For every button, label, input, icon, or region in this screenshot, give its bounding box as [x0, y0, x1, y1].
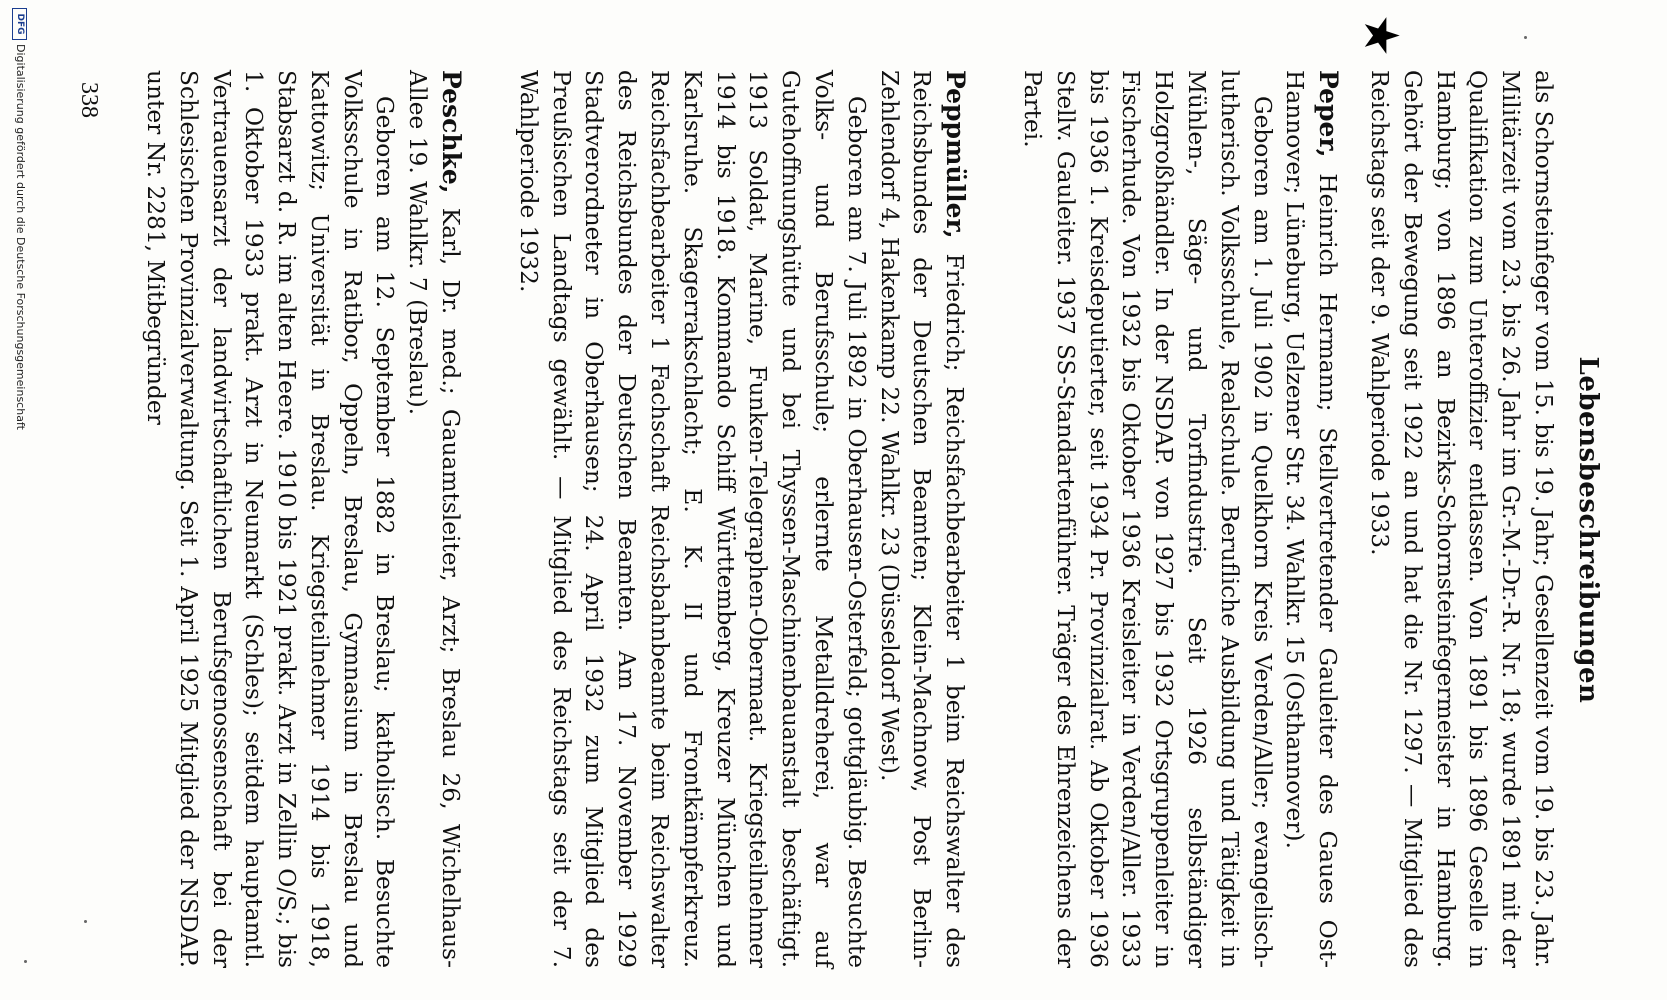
entry-heading — [1278, 70, 1345, 968]
dfg-logo-icon: DFG — [12, 8, 27, 40]
entry-name: Peschke, — [437, 70, 467, 194]
entry-heading — [401, 70, 468, 968]
biography-entry-peschke — [138, 70, 467, 968]
entry-text: Geboren am 1. Juli 1902 in Quelkhorn Kreis Verden/Aller; evangelisch-lutherisch. Volksschule, Realschule. Berufliche Ausbildung und Tätigkeit in Mühlen-, Säge- und Torfindustrie. Seit 1926 selbständiger Holzgroßhändler. In der NSDAP. von 1927 bis 1932 Ortsgruppenleiter in Fischerhude. Von 1932 bis Oktober 1936 Kreisleiter in Verden/Aller. 1933 bis 1936 1. Kreisdeputierter, seit 1934 Pr. Provinzialrat. Ab Oktober 1936 Stellv. Gauleiter. 1937 SS-Standartenführer. Träger des Ehrenzeichens der Partei. — [1019, 70, 1276, 968]
credit-text: Digitalisierung gefördert durch die Deutsche Forschungsgemeinschaft — [14, 44, 27, 430]
entry-name: Peper, — [1314, 70, 1344, 158]
page-number: 338 — [76, 82, 102, 118]
biography-entry-peppmueller — [511, 70, 971, 968]
entry-text: Geboren am 7. Juli 1892 in Oberhausen-Osterfeld; gottgläubig. Besuchte Volks- und Berufsschule; erlernte Metalldreherei, war auf Gutehoffnungshütte und bei Thyssen-Maschinenbauanstalt beschäftigt. 1913 Soldat, Marine, Funken-Telegraphen-Obermaat. Kriegsteilnehmer 1914 bis 1918. Kommando Schiff Württemberg, Kreuzer München und Karlsruhe. Skagerrakschlacht; E. K. II und Frontkämpferkreuz. Reichsfachbearbeiter 1 Fachschaft Reichsbahnbeamte beim Reichswalter des Reichsbundes der Deutschen Beamten. Am 17. November 1929 Stadtverordneter in Oberhausen; 24. April 1932 zum Mitglied des Preußischen Landtags gewählt. — Mitglied des Reichstags seit der 7. Wahlperiode 1932. — [514, 70, 870, 968]
continuation-paragraph: als Schornsteinfeger vom 15. bis 19. Jahr; Gesellenzeit vom 19. bis 23. Jahr. Militärzeit vom 23. bis 26. Jahr im Gr.-M.-Dr.-R. Nr. 18; wurde 1891 mit der Qualifikation zum Unteroffizier entlassen. Von 1891 bis 1896 Geselle in Hamburg; von 1896 an Bezirks-Schornsteinfegermeister in Hamburg. Gehört der Bewegung seit 1922 an und hat die Nr. 1297. — Mitglied des Reichstags seit der 9. Wahlperiode 1933. — [1366, 70, 1557, 968]
entry-name: Peppmüller, — [941, 70, 971, 239]
biography-entry-peper — [1015, 70, 1344, 968]
entry-heading — [872, 70, 971, 968]
scan-speck — [24, 960, 27, 963]
scan-speck — [1524, 36, 1527, 39]
digitization-credit — [13, 0, 27, 1000]
section-header: Lebensbeschreibungen — [1573, 356, 1603, 704]
entry-intro: Friedrich; Reichsfachbearbeiter 1 beim Reichswalter des Reichsbundes der Deutschen Beamten; Klein-Machnow, Post Berlin-Zehlendorf 4, Hakenkamp 22. Wahlkr. 23 (Düsseldorf West). — [875, 70, 969, 968]
entry-text: Geboren am 12. September 1882 in Breslau; katholisch. Besuchte Volksschule in Ratibor, Oppeln, Breslau, Gymnasium in Breslau und Kattowitz; Universität in Breslau. Kriegsteilnehmer 1914 bis 1918, Stabsarzt d. R. im alten Heere. 1910 bis 1921 prakt. Arzt in Zellin O/S.; bis 1. Oktober 1933 prakt. Arzt in Neumarkt (Schles); seitdem hauptamtl. Vertrauensarzt der landwirtschaftlichen Berufsgenossenschaft bei der Schlesischen Provinzialverwaltung. Seit 1. April 1925 Mitglied der NSDAP. unter Nr. 2281, Mitbegründer — [141, 70, 399, 968]
entry-intro: Karl, Dr. med.; Gauamtsleiter, Arzt; Breslau 26, Wichelhaus-Allee 19. Wahlkr. 7 (Breslau). — [404, 70, 465, 968]
scan-speck — [84, 920, 87, 923]
entry-intro: Heinrich Hermann; Stellvertretender Gauleiter des Gaues Ost-Hannover; Lüneburg, Uelzener Str. 34. Wahlkr. 15 (Osthannover). — [1281, 70, 1342, 968]
text-column — [138, 70, 1559, 968]
star-mark-icon: ★ — [1353, 14, 1409, 58]
